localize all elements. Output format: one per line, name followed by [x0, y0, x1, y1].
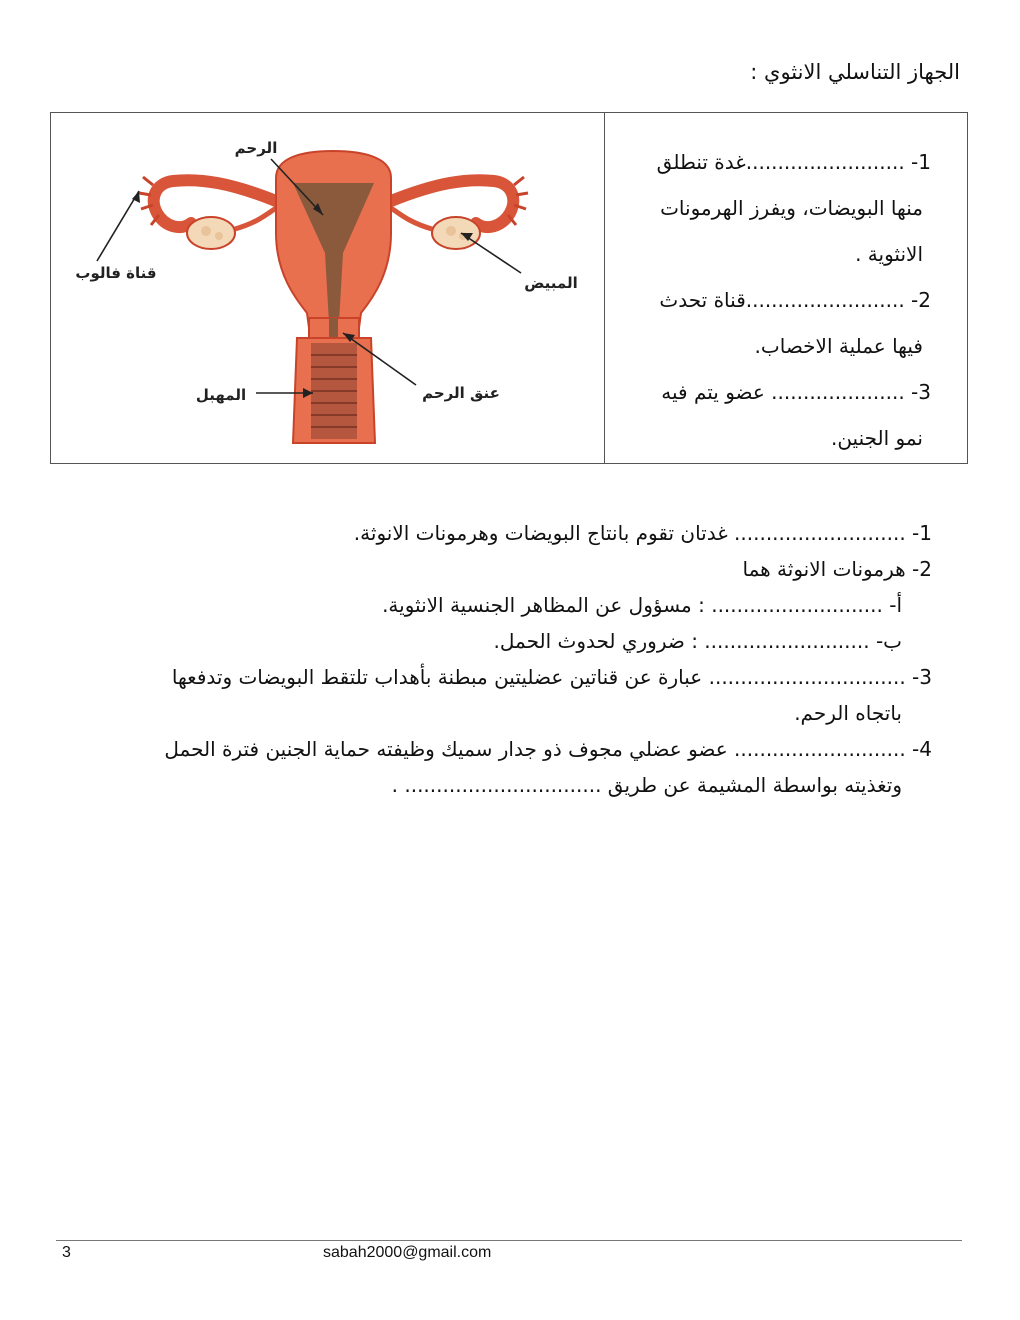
question-subitem: أ- ........................... : مسؤول عن المظاهر الجنسية الانثوية. — [382, 593, 902, 617]
definition-line: نمو الجنين. — [830, 426, 923, 450]
definition-line: 1- .........................غدة تنطلق — [656, 150, 931, 174]
left-ovary — [187, 217, 235, 249]
anatomy-figure — [61, 123, 601, 453]
definition-line: فيها عملية الاخصاب. — [754, 334, 923, 358]
footer-email: sabah2000@gmail.com — [323, 1244, 492, 1261]
definition-line: الانثوية . — [855, 242, 923, 266]
question-item: 2- هرمونات الانوثة هما — [742, 557, 932, 581]
question-continuation: وتغذيته بواسطة المشيمة عن طريق ............................... . — [391, 773, 902, 797]
label-uterus: الرحم — [234, 139, 278, 157]
question-item: 1- ........................... غدتان تقوم بانتاج البويضات وهرمونات الانوثة. — [353, 521, 932, 545]
label-ovary: المبيض — [524, 274, 578, 292]
footer-divider — [56, 1240, 962, 1241]
question-subitem: ب- .......................... : ضروري لحدوث الحمل. — [493, 629, 902, 653]
label-vagina: المهبل — [195, 386, 247, 404]
female-reproductive-diagram — [61, 123, 601, 453]
question-item: 4- ........................... عضو عضلي مجوف ذو جدار سميك وظيفته حماية الجنين فترة الحمل — [164, 737, 932, 761]
label-fallopian-tube: قناة فالوب — [75, 264, 157, 282]
table-divider — [604, 113, 605, 463]
question-continuation: باتجاه الرحم. — [794, 701, 902, 725]
definition-line: 3- ..................... عضو يتم فيه — [661, 380, 931, 404]
questions-list — [92, 515, 932, 803]
definitions-cell — [607, 113, 967, 463]
question-item: 3- ............................... عبارة عن قناتين عضليتين مبطنة بأهداب تلتقط البويضات وتدفعها — [171, 665, 932, 689]
definition-line: 2- .........................قناة تحدث — [659, 288, 931, 312]
content-table — [50, 112, 968, 464]
definition-line: منها البويضات، ويفرز الهرمونات — [660, 196, 923, 220]
page-title: الجهاز التناسلي الانثوي : — [750, 60, 960, 84]
page-number: 3 — [62, 1244, 71, 1261]
label-cervix: عنق الرحم — [422, 384, 500, 402]
